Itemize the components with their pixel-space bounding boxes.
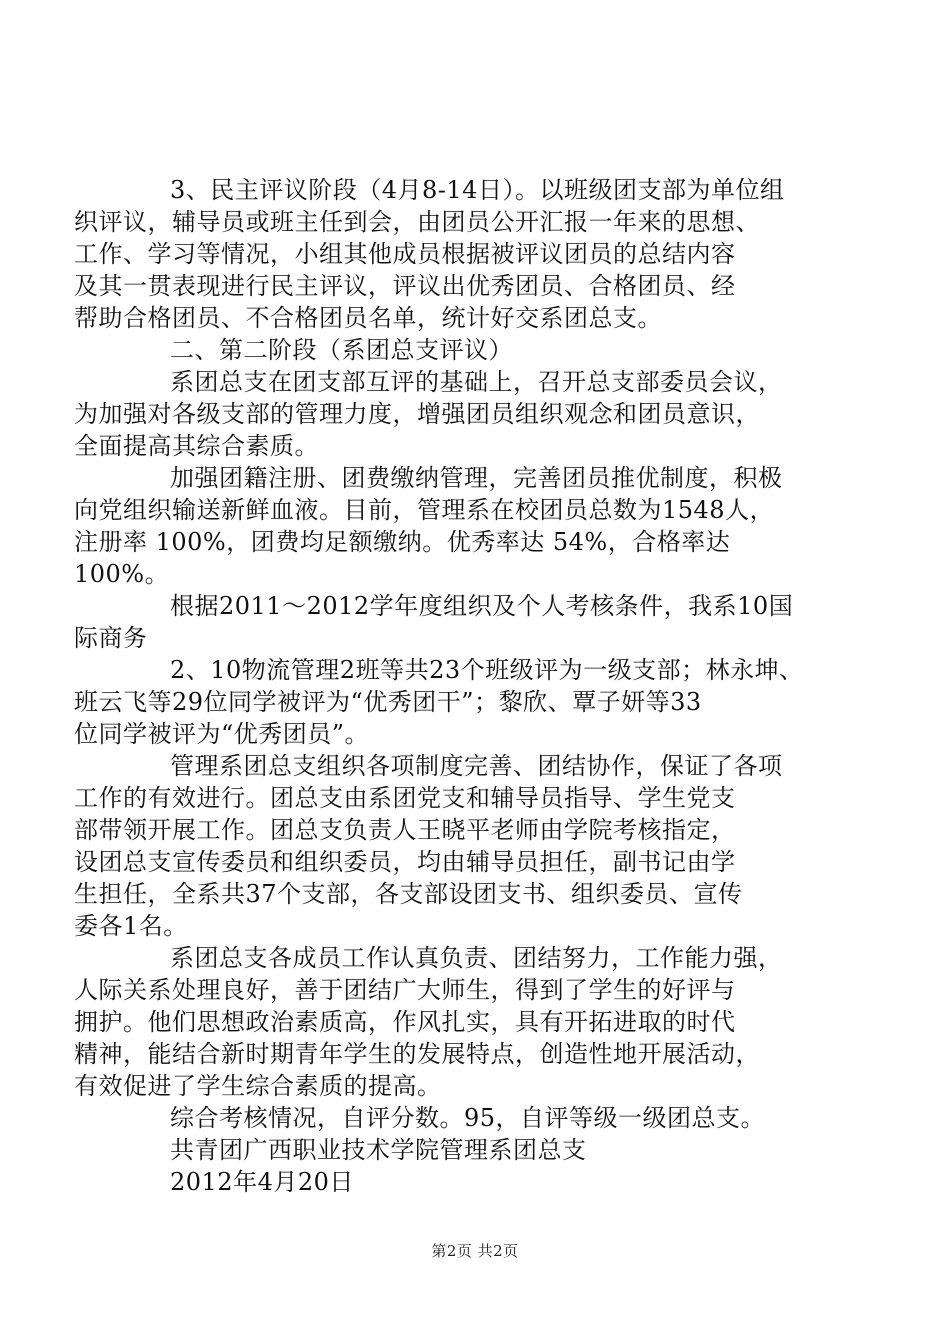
- text-line: 委各1名。: [74, 912, 188, 940]
- text-line: 全面提高其综合素质。: [74, 432, 319, 460]
- text-line: 及其一贯表现进行民主评议，评议出优秀团员、合格团员、经: [74, 272, 736, 300]
- text-line: 注册率 100%，团费均足额缴纳。优秀率达 54%，合格率达: [74, 528, 731, 556]
- page-number-label: 第2页 共2页: [431, 1242, 519, 1260]
- text-line: 为加强对各级支部的管理力度，增强团员组织观念和团员意识，: [74, 400, 760, 428]
- text-line: 位同学被评为“优秀团员”。: [74, 720, 370, 748]
- text-line: 部带领开展工作。团总支负责人王晓平老师由学院考核指定，: [74, 816, 736, 844]
- text-line: 加强团籍注册、团费缴纳管理，完善团员推优制度，积极: [170, 464, 783, 492]
- paragraph-registration-stats: [74, 462, 836, 590]
- paragraph-awards: [74, 654, 836, 750]
- page-footer: [0, 1240, 950, 1261]
- text-line: 系团总支各成员工作认真负责、团结努力，工作能力强，: [170, 944, 783, 972]
- paragraph-branch-meeting: [74, 366, 836, 462]
- text-line: 工作、学习等情况，小组其他成员根据被评议团员的总结内容: [74, 240, 736, 268]
- text-line: 二、第二阶段（系团总支评议）: [170, 336, 513, 364]
- text-line: 2012年4月20日: [170, 1168, 354, 1196]
- text-line: 班云飞等29位同学被评为“优秀团干”；黎欣、覃子妍等33: [74, 688, 702, 716]
- section-heading-stage-two: [122, 334, 836, 366]
- text-line: 共青团广西职业技术学院管理系团总支: [170, 1136, 587, 1164]
- text-line: 生担任，全系共37个支部，各支部设团支书、组织委员、宣传: [74, 880, 743, 908]
- text-line: 际商务: [74, 624, 148, 652]
- text-line: 设团总支宣传委员和组织委员，均由辅导员担任，副书记由学: [74, 848, 736, 876]
- text-line: 拥护。他们思想政治素质高，作风扎实，具有开拓进取的时代: [74, 1008, 736, 1036]
- text-line: 管理系团总支组织各项制度完善、团结协作，保证了各项: [170, 752, 783, 780]
- paragraph-assessment-conditions: [74, 590, 836, 654]
- paragraph-self-assessment: [122, 1102, 836, 1134]
- text-line: 帮助合格团员、不合格团员名单，统计好交系团总支。: [74, 304, 662, 332]
- text-line: 向党组织输送新鲜血液。目前，管理系在校团员总数为1548人，: [74, 496, 775, 524]
- text-line: 有效促进了学生综合素质的提高。: [74, 1072, 442, 1100]
- text-line: 100%。: [74, 560, 170, 588]
- text-line: 根据2011～2012学年度组织及个人考核条件，我系10国: [170, 592, 794, 620]
- text-line: 工作的有效进行。团总支由系团党支和辅导员指导、学生党支: [74, 784, 736, 812]
- signature-organization: [122, 1134, 836, 1166]
- text-line: 3、民主评议阶段（4月8-14日）。以班级团支部为单位组: [170, 176, 785, 204]
- text-line: 人际关系处理良好，善于团结广大师生，得到了学生的好评与: [74, 976, 736, 1004]
- text-line: 织评议，辅导员或班主任到会，由团员公开汇报一年来的思想、: [74, 208, 760, 236]
- signature-date: [122, 1166, 836, 1198]
- paragraph-member-evaluation: [74, 942, 836, 1102]
- text-line: 精神，能结合新时期青年学生的发展特点，创造性地开展活动，: [74, 1040, 760, 1068]
- text-line: 综合考核情况，自评分数。95，自评等级一级团总支。: [170, 1104, 766, 1132]
- text-line: 2、10物流管理2班等共23个班级评为一级支部；林永坤、: [170, 656, 804, 684]
- document-body: [74, 174, 836, 1198]
- paragraph-organization-structure: [74, 750, 836, 942]
- text-line: 系团总支在团支部互评的基础上，召开总支部委员会议，: [170, 368, 783, 396]
- paragraph-democratic-review: [74, 174, 836, 334]
